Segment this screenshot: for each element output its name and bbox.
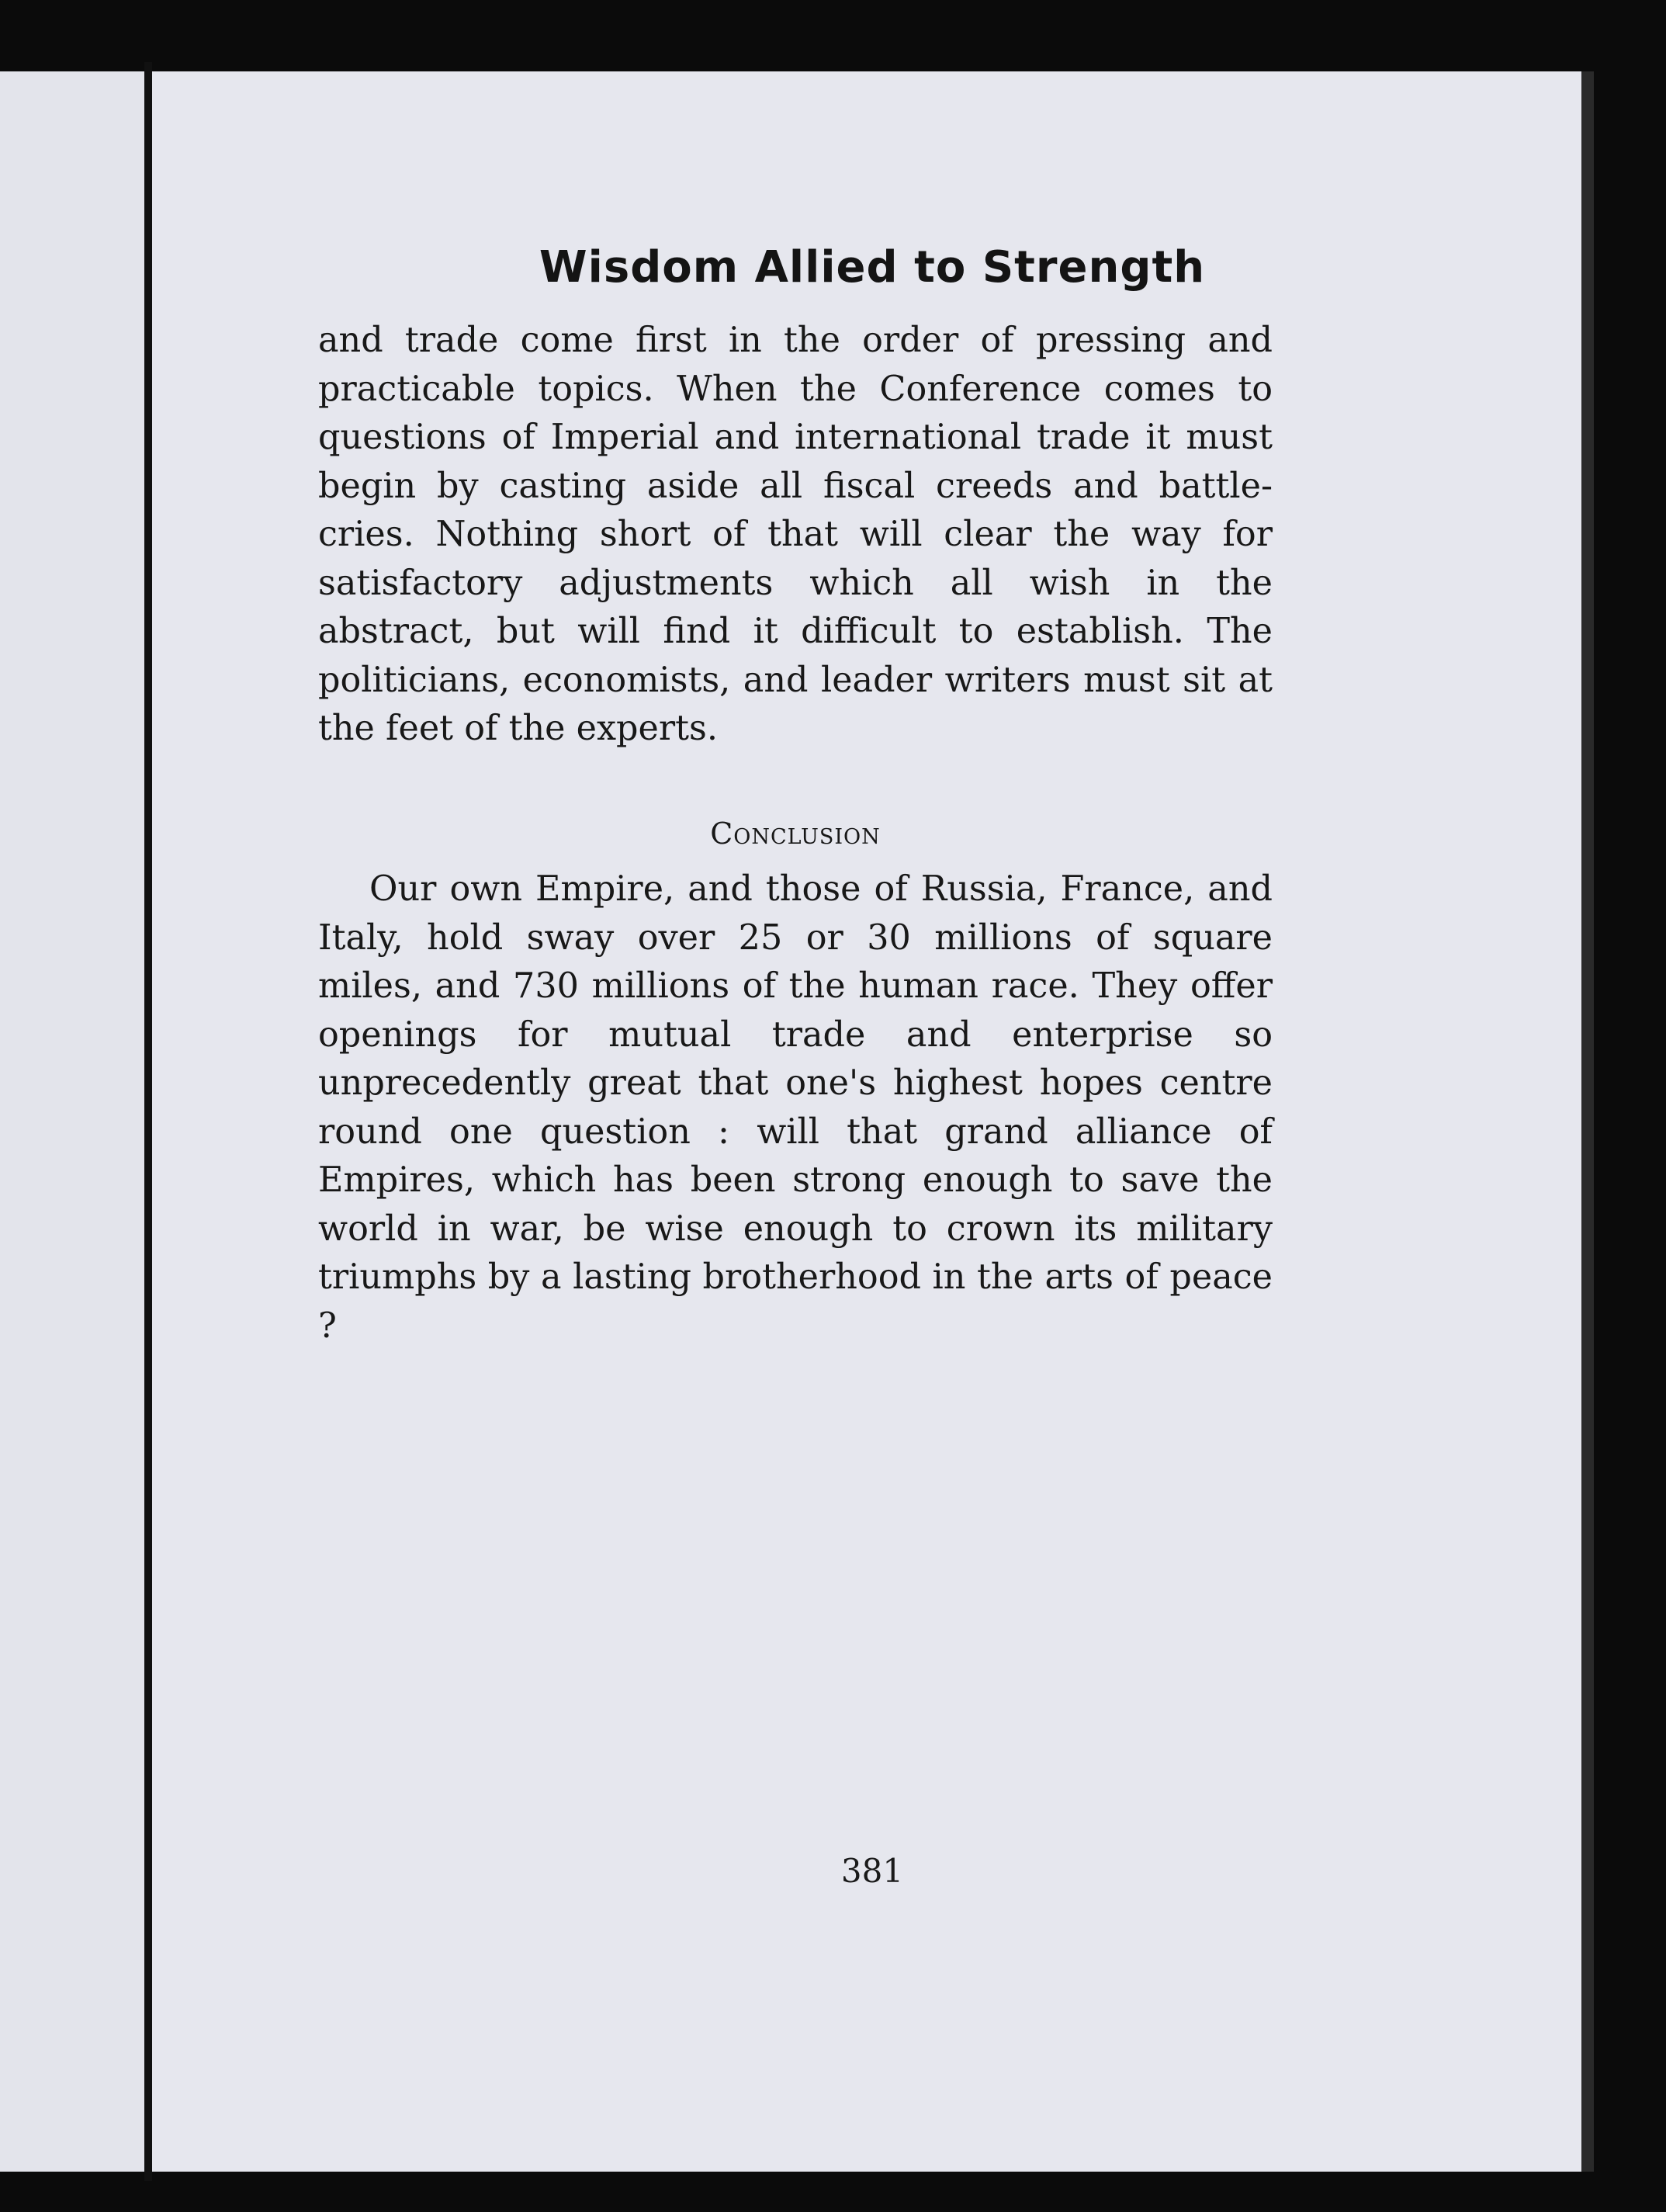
binding-shadow (144, 62, 152, 2181)
paragraph-conclusion: Our own Empire, and those of Russia, France, and Italy, hold sway over 25 or 30 millions of square miles, and 730 millions of the human race. They offer openings for mutual trade and enterprise so unprecedently great that one's highest hopes centre round one question : will that grand alliance of Empires, which has been strong enough to save the world in war, be wise enough to crown its military triumphs by a lasting brotherhood in the arts of peace ? (318, 869, 1273, 1346)
body-text (318, 317, 1273, 1350)
running-head: Wisdom Allied to Strength (539, 242, 1206, 293)
page-number: 381 (840, 1852, 904, 1890)
section-heading: Conclusion (710, 816, 881, 851)
paragraph-continued: and trade come first in the order of pressing and practicable topics. When the Conference comes to questions of Imperial and international trade it must begin by casting aside all fiscal creeds and battle-cries. Nothing short of that will clear the way for satisfactory adjustments which all wish in the abstract, but will find it difficult to establish. The politicians, economists, and leader writers must sit at the feet of the experts. (318, 321, 1273, 748)
adjacent-page-edge (0, 71, 146, 2172)
